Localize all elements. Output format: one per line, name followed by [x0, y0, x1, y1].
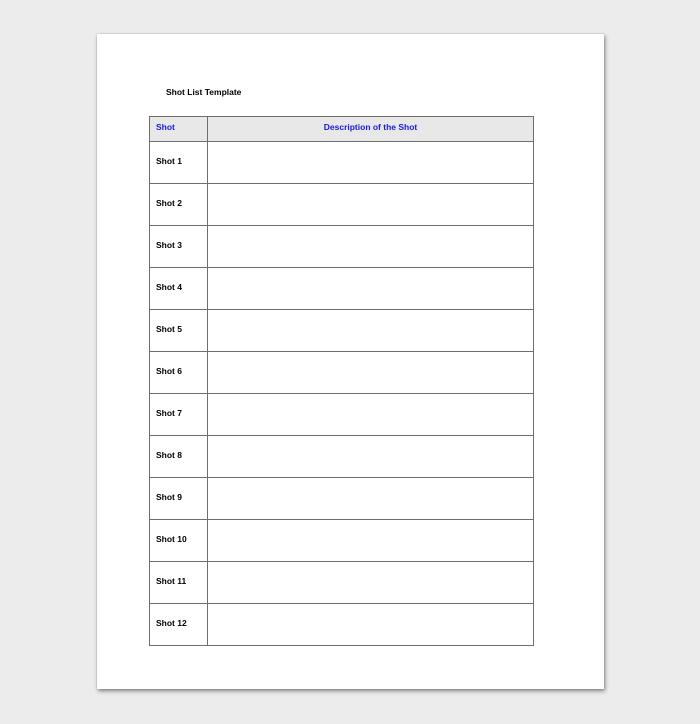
table-row — [150, 310, 534, 352]
shot-label: Shot 12 — [150, 604, 208, 646]
column-header-description: Description of the Shot — [208, 117, 534, 142]
table-row — [150, 226, 534, 268]
column-header-shot: Shot — [150, 117, 208, 142]
shot-description-cell[interactable] — [208, 226, 534, 268]
shot-description-cell[interactable] — [208, 142, 534, 184]
shot-label: Shot 5 — [150, 310, 208, 352]
table-row — [150, 268, 534, 310]
table-row — [150, 394, 534, 436]
shot-label: Shot 4 — [150, 268, 208, 310]
shot-description-cell[interactable] — [208, 562, 534, 604]
shot-description-cell[interactable] — [208, 520, 534, 562]
table-row — [150, 184, 534, 226]
shot-description-cell[interactable] — [208, 436, 534, 478]
shot-description-cell[interactable] — [208, 604, 534, 646]
table-row — [150, 562, 534, 604]
shot-label: Shot 11 — [150, 562, 208, 604]
shot-list-table — [149, 116, 534, 646]
table-row — [150, 478, 534, 520]
document-title: Shot List Template — [166, 87, 242, 97]
document-page — [97, 34, 604, 689]
shot-label: Shot 8 — [150, 436, 208, 478]
shot-description-cell[interactable] — [208, 394, 534, 436]
table-row — [150, 436, 534, 478]
table-row — [150, 520, 534, 562]
shot-label: Shot 9 — [150, 478, 208, 520]
table-row — [150, 142, 534, 184]
table-row — [150, 352, 534, 394]
shot-label: Shot 6 — [150, 352, 208, 394]
shot-label: Shot 3 — [150, 226, 208, 268]
shot-label: Shot 10 — [150, 520, 208, 562]
table-row — [150, 604, 534, 646]
shot-description-cell[interactable] — [208, 310, 534, 352]
shot-label: Shot 2 — [150, 184, 208, 226]
shot-description-cell[interactable] — [208, 352, 534, 394]
shot-description-cell[interactable] — [208, 478, 534, 520]
shot-description-cell[interactable] — [208, 268, 534, 310]
table-header-row — [150, 117, 534, 142]
shot-label: Shot 1 — [150, 142, 208, 184]
shot-label: Shot 7 — [150, 394, 208, 436]
shot-description-cell[interactable] — [208, 184, 534, 226]
